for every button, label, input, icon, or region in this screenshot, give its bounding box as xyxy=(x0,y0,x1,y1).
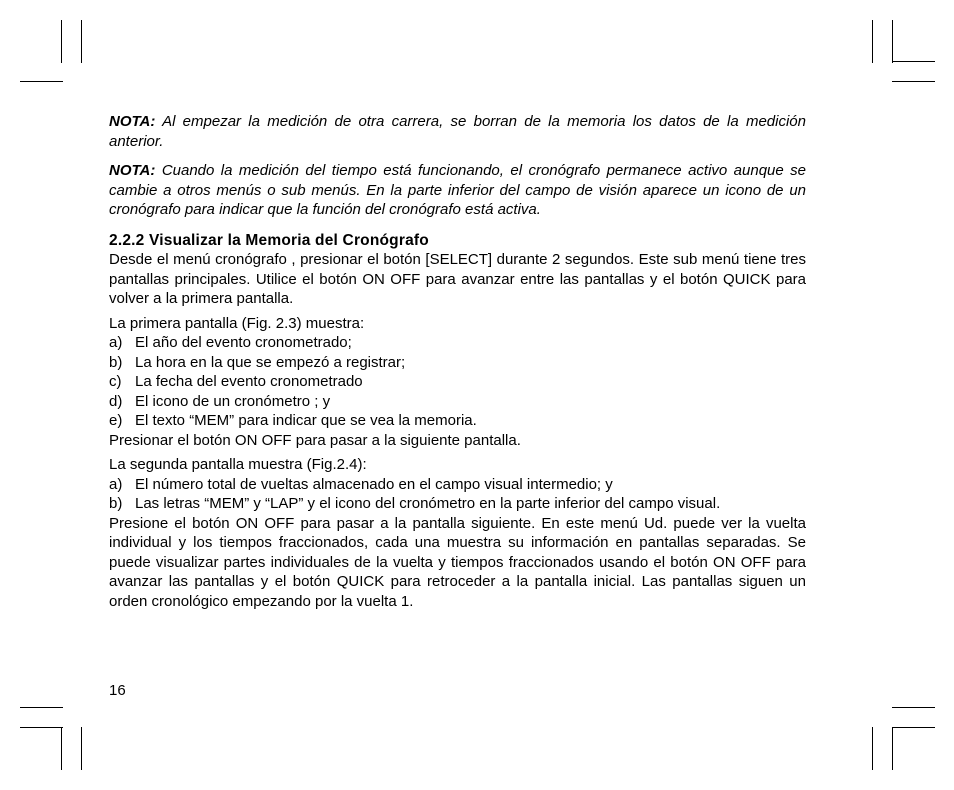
list-item xyxy=(109,475,806,495)
list-marker: c) xyxy=(109,373,122,390)
list-item xyxy=(109,392,806,412)
note-1 xyxy=(109,112,806,151)
screen2-list xyxy=(109,475,806,514)
list-item-text: Las letras “MEM” y “LAP” y el icono del cronómetro en la parte inferior del campo visual. xyxy=(135,495,721,512)
note-2 xyxy=(109,161,806,220)
crop-mark xyxy=(892,20,893,63)
crop-mark xyxy=(20,81,63,82)
list-item-text: El año del evento cronometrado; xyxy=(135,334,352,351)
list-marker: b) xyxy=(109,353,123,371)
crop-mark xyxy=(892,707,935,708)
page-number: 16 xyxy=(109,682,126,699)
list-item-text: El icono de un cronómetro ; y xyxy=(135,392,331,410)
screen1-list xyxy=(109,333,806,431)
list-marker: d) xyxy=(109,392,123,410)
list-marker: b) xyxy=(109,495,123,512)
crop-mark xyxy=(61,727,62,770)
crop-mark xyxy=(20,707,63,708)
screen2-lead: La segunda pantalla muestra (Fig.2.4): xyxy=(109,456,367,473)
list-item-text: El texto “MEM” para indicar que se vea la memoria. xyxy=(135,412,477,429)
screen1-lead: La primera pantalla (Fig. 2.3) muestra: xyxy=(109,314,365,332)
crop-mark xyxy=(872,20,873,63)
crop-mark xyxy=(892,61,935,62)
list-item xyxy=(109,353,806,373)
list-item xyxy=(109,333,806,353)
list-item xyxy=(109,372,806,392)
note-text: Al empezar la medición de otra carrera, se borran de la memoria los datos de la medición anterior. xyxy=(109,113,806,150)
crop-mark xyxy=(20,727,63,728)
note-label: NOTA: xyxy=(109,162,156,179)
list-item-text: La fecha del evento cronometrado xyxy=(135,373,363,390)
crop-mark xyxy=(872,727,873,770)
crop-mark xyxy=(892,727,935,728)
screen1-after: Presionar el botón ON OFF para pasar a la siguiente pantalla. xyxy=(109,431,521,449)
list-marker: a) xyxy=(109,475,123,493)
crop-mark xyxy=(892,727,893,770)
list-item-text: La hora en la que se empezó a registrar; xyxy=(135,353,406,371)
section-heading: 2.2.2 Visualizar la Memoria del Cronógrafo xyxy=(109,231,429,249)
crop-mark xyxy=(892,81,935,82)
list-item-text: El número total de vueltas almacenado en el campo visual intermedio; y xyxy=(135,475,613,493)
list-item xyxy=(109,494,806,514)
crop-mark xyxy=(81,20,82,63)
list-marker: a) xyxy=(109,334,123,351)
list-item xyxy=(109,411,806,431)
page-content xyxy=(109,112,806,611)
section-intro: Desde el menú cronógrafo , presionar el botón [SELECT] durante 2 segundos. Este sub menú tiene tres pantallas principales. Utilice el botón ON OFF para avanzar entre las pantallas y el botón QUICK para volver a la primera pantalla. xyxy=(109,251,806,307)
note-text: Cuando la medición del tiempo está funcionando, el cronógrafo permanece activo aunque se cambie a otros menús o sub menús. En la parte inferior del campo de visión aparece un icono de un cronógrafo para indicar que la función del cronógrafo está activa. xyxy=(109,162,806,218)
crop-mark xyxy=(81,727,82,770)
crop-mark xyxy=(61,20,62,63)
screen2-after: Presione el botón ON OFF para pasar a la pantalla siguiente. En este menú Ud. puede ver la vuelta individual y los tiempos fraccionados, cada una muestra su información en pantallas separadas. Se puede visualizar partes individuales de la vuelta y tiempos fraccionados usando el botón ON OFF para avanzar las pantallas y el botón QUICK para retroceder a la pantalla inicial. Las pantallas siguen un orden cronológico empezando por la vuelta 1. xyxy=(109,514,806,610)
list-marker: e) xyxy=(109,412,123,429)
note-label: NOTA: xyxy=(109,113,156,130)
